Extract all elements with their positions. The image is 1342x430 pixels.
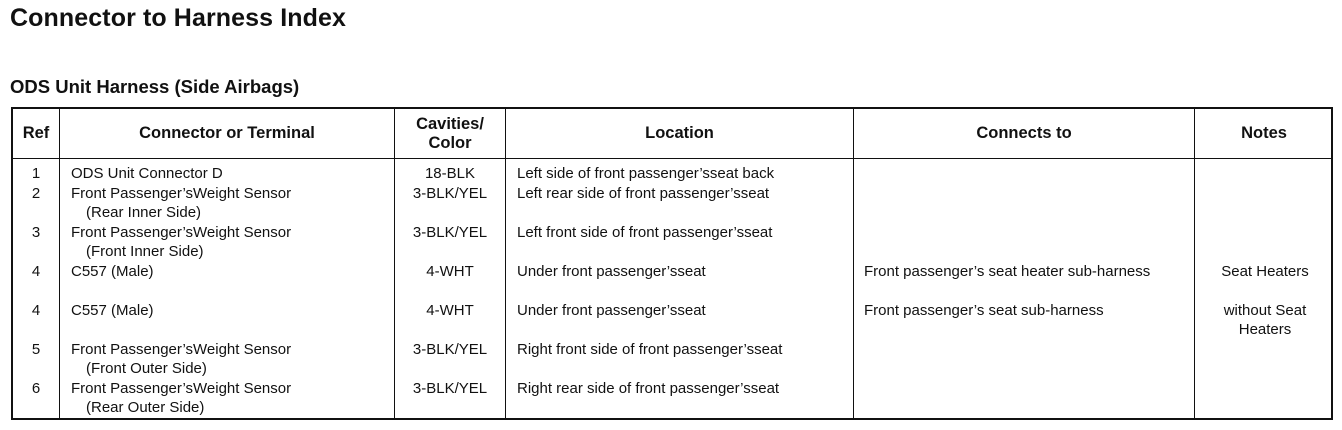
header-connects-to: Connects to: [976, 124, 1072, 142]
cell-location: Under front passenger’sseat: [517, 263, 706, 280]
cell-ref: 3: [31, 224, 41, 241]
cell-ref: 4: [31, 263, 41, 280]
cell-ref: 2: [31, 185, 41, 202]
cell-connector: [71, 184, 291, 222]
connector-name: Front Passenger’sWeight Sensor: [71, 185, 292, 202]
connector-subtitle: (Front Inner Side): [86, 243, 204, 260]
header-cavities-line1: Cavities/: [416, 114, 484, 133]
connector-name: C557 (Male): [71, 263, 154, 280]
cell-connector: [71, 379, 291, 417]
connector-subtitle: (Rear Inner Side): [86, 204, 202, 221]
section-title: ODS Unit Harness (Side Airbags): [10, 76, 300, 97]
cell-cavities: 3-BLK/YEL: [412, 185, 488, 202]
cell-connector: [71, 340, 291, 378]
cell-cavities: 4-WHT: [426, 302, 474, 319]
connector-index-table: [11, 107, 1333, 420]
cell-connector: [71, 262, 154, 281]
cell-connector: [71, 223, 291, 261]
cell-connects-to: Front passenger’s seat heater sub-harness: [864, 263, 1151, 280]
cell-location: Left front side of front passenger’sseat: [517, 224, 773, 241]
cell-cavities: 3-BLK/YEL: [412, 224, 488, 241]
cell-connector: [71, 164, 223, 183]
cell-notes: without Seat Heaters: [1223, 302, 1307, 338]
header-notes: Notes: [1241, 124, 1287, 142]
cell-cavities: 3-BLK/YEL: [412, 380, 488, 397]
cell-cavities: 18-BLK: [424, 165, 476, 182]
connector-name: ODS Unit Connector D: [71, 165, 223, 182]
cell-location: Right front side of front passenger’sseat: [517, 341, 783, 358]
cell-location: Left rear side of front passenger’sseat: [517, 185, 770, 202]
cell-ref: 6: [31, 380, 41, 397]
cell-ref: 1: [31, 165, 41, 182]
cell-location: Under front passenger’sseat: [517, 302, 706, 319]
cell-cavities: 4-WHT: [426, 263, 474, 280]
header-ref: Ref: [22, 124, 50, 142]
cell-ref: 4: [31, 302, 41, 319]
cell-ref: 5: [31, 341, 41, 358]
cell-location: Left side of front passenger’sseat back: [517, 165, 775, 182]
connector-name: Front Passenger’sWeight Sensor: [71, 224, 292, 241]
cell-notes: Seat Heaters: [1221, 263, 1309, 280]
connector-subtitle: (Front Outer Side): [86, 360, 207, 377]
cell-cavities: 3-BLK/YEL: [412, 341, 488, 358]
header-location: Location: [645, 124, 714, 142]
connector-name: Front Passenger’sWeight Sensor: [71, 341, 292, 358]
header-cavities-line2: Color: [428, 133, 472, 152]
header-connector: Connector or Terminal: [139, 124, 315, 142]
connector-name: Front Passenger’sWeight Sensor: [71, 380, 292, 397]
header-divider: [13, 158, 1331, 159]
connector-subtitle: (Rear Outer Side): [86, 399, 205, 416]
connector-name: C557 (Male): [71, 302, 154, 319]
page-title: Connector to Harness Index: [10, 4, 346, 32]
cell-location: Right rear side of front passenger’sseat: [517, 380, 780, 397]
cell-connector: [71, 301, 154, 320]
header-cavities: [395, 109, 505, 158]
cell-connects-to: Front passenger’s seat sub-harness: [864, 302, 1104, 319]
